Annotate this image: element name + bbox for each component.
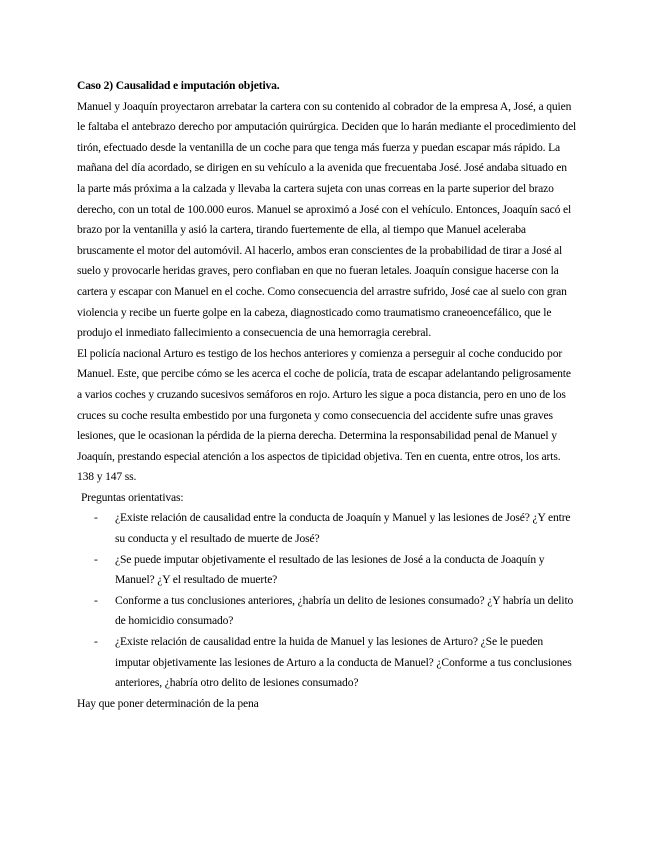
case-title: Caso 2) Causalidad e imputación objetiva. [77, 79, 280, 92]
case-paragraph-1: Manuel y Joaquín proyectaron arrebatar la cartera con su contenido al cobrador de la empresa A, José, a quien le faltaba el antebrazo derecho por amputación quirúrgica. Deciden que lo harán mediante el procedimiento del tirón, efectuado desde la ventanilla de un coche para que tenga más fuerza y puedan escapar más rápido. La mañana del día acordado, se dirigen en su vehículo a la avenida que frecuentaba José. José andaba situado en la parte más próxima a la calzada y llevaba la cartera sujeta con unas correas en la parte superior del brazo derecho, con un total de 100.000 euros. Manuel se aproximó a José con el vehículo. Entonces, Joaquín sacó el brazo por la ventanilla y asió la cartera, tirando fuertemente de ella, al tiempo que Manuel aceleraba bruscamente el motor del automóvil. Al hacerlo, ambos eran conscientes de la probabilidad de tirar a José al suelo y provocarle heridas graves, pero confiaban en que no fueran letales. Joaquín consigue hacerse con la cartera y escapar con Manuel en el coche. Como consecuencia del arrastre sufrido, José cae al suelo con gran violencia y recibe un fuerte golpe en la cabeza, diagnosticado como traumatismo craneoencefálico, que le produjo el inmediato fallecimiento a consecuencia de una hemorragia cerebral. [77, 99, 577, 340]
question-item [77, 550, 577, 591]
footer-note: Hay que poner determinación de la pena [77, 696, 259, 710]
document-page [77, 76, 577, 714]
question-text: ¿Existe relación de causalidad entre la huida de Manuel y las lesiones de Arturo? ¿Se le pueden imputar objetivamente las lesiones de Arturo a la conducta de Manuel? ¿Conforme a tus conclusiones anteriores, ¿habría otro delito de lesiones consumado? [115, 635, 572, 690]
questions-heading: Preguntas orientativas: [81, 490, 184, 504]
question-item [77, 591, 577, 632]
bullet-dash: - [94, 593, 98, 607]
case-paragraph-2: El policía nacional Arturo es testigo de los hechos anteriores y comienza a perseguir al coche conducido por Manuel. Este, que percibe cómo se les acerca el coche de policía, trata de escapar adelantando peligrosamente a varios coches y cruzando sucesivos semáforos en rojo. Arturo les sigue a poca distancia, pero en uno de los cruces su coche resulta embestido por una furgoneta y como consecuencia del accidente sufre unas graves lesiones, que le ocasionan la pérdida de la pierna derecha. Determina la responsabilidad penal de Manuel y Joaquín, prestando especial atención a los aspectos de tipicidad objetiva. Ten en cuenta, entre otros, los arts. 138 y 147 ss. [77, 346, 571, 484]
bullet-dash: - [94, 511, 98, 525]
questions-list [77, 508, 577, 693]
question-item [77, 508, 577, 549]
question-item [77, 632, 577, 694]
bullet-dash: - [94, 635, 98, 649]
question-text: ¿Existe relación de causalidad entre la conducta de Joaquín y Manuel y las lesiones de José? ¿Y entre su conducta y el resultado de muerte de José? [115, 511, 571, 546]
bullet-dash: - [94, 552, 98, 566]
question-text: Conforme a tus conclusiones anteriores, ¿habría un delito de lesiones consumado? ¿Y habría un delito de homicidio consumado? [115, 593, 574, 628]
question-text: ¿Se puede imputar objetivamente el resultado de las lesiones de José a la conducta de Joaquín y Manuel? ¿Y el resultado de muerte? [115, 552, 545, 587]
